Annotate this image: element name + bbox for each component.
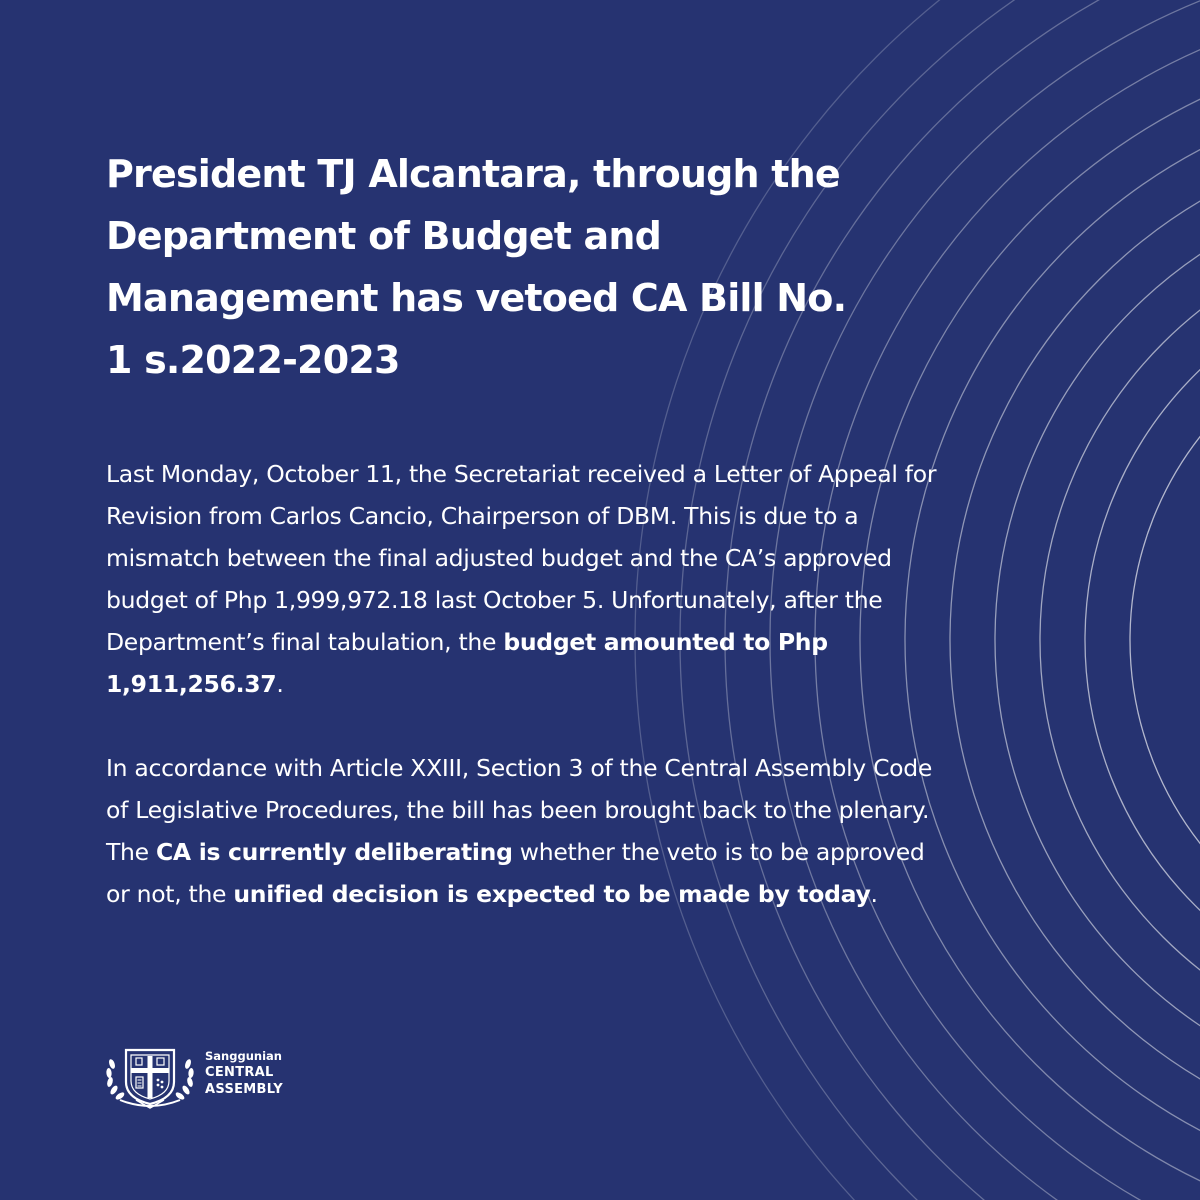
paragraph-deliberation [106, 747, 946, 915]
assembly-crest-icon [100, 1042, 200, 1112]
paragraph2-highlight-deliberating: CA is currently deliberating [155, 838, 513, 866]
sanggunian-central-assembly-logo [100, 1042, 340, 1112]
paragraph2-text-1: In accordance with Article XXIII, Section 3 of the Central Assembly Code of Legislative Procedures, the bill has been brought back to the plenary. The [106, 754, 933, 866]
decorative-ring [905, 85, 1200, 1195]
paragraph-appeal-letter [106, 453, 946, 705]
paragraph1-text-2: . [276, 670, 284, 698]
logo-wordmark [205, 1048, 283, 1098]
headline: President TJ Alcantara, through the Department of Budget and Management has vetoed CA Bill No. 1 s.2022-2023 [106, 152, 847, 382]
decorative-ring [1085, 265, 1200, 1015]
decorative-ring [995, 175, 1200, 1105]
paragraph2-highlight-decision: unified decision is expected to be made by today [233, 880, 871, 908]
logo-line-sanggunian: Sanggunian [205, 1049, 282, 1063]
paragraph1-text-1: Last Monday, October 11, the Secretariat received a Letter of Appeal for Revision from Carlos Cancio, Chairperson of DBM. This is due to a mismatch between the final adjusted budget and the CA’s approved budget of Php 1,999,972.18 last October 5. Unfortunately, after the Department’s final tabulation, the [106, 460, 937, 656]
decorative-ring [1130, 310, 1200, 970]
paragraph2-text-3: . [870, 880, 878, 908]
paragraph1-highlight-budget: budget amounted to Php 1,911,256.37 [106, 628, 828, 698]
decorative-ring [950, 130, 1200, 1150]
decorative-ring [1040, 220, 1200, 1060]
logo-line-central: CENTRAL [205, 1065, 274, 1080]
logo-line-assembly: ASSEMBLY [205, 1082, 284, 1097]
post-content [106, 143, 946, 915]
paragraph2-text-2: whether the veto is to be approved or not, the [106, 838, 925, 908]
